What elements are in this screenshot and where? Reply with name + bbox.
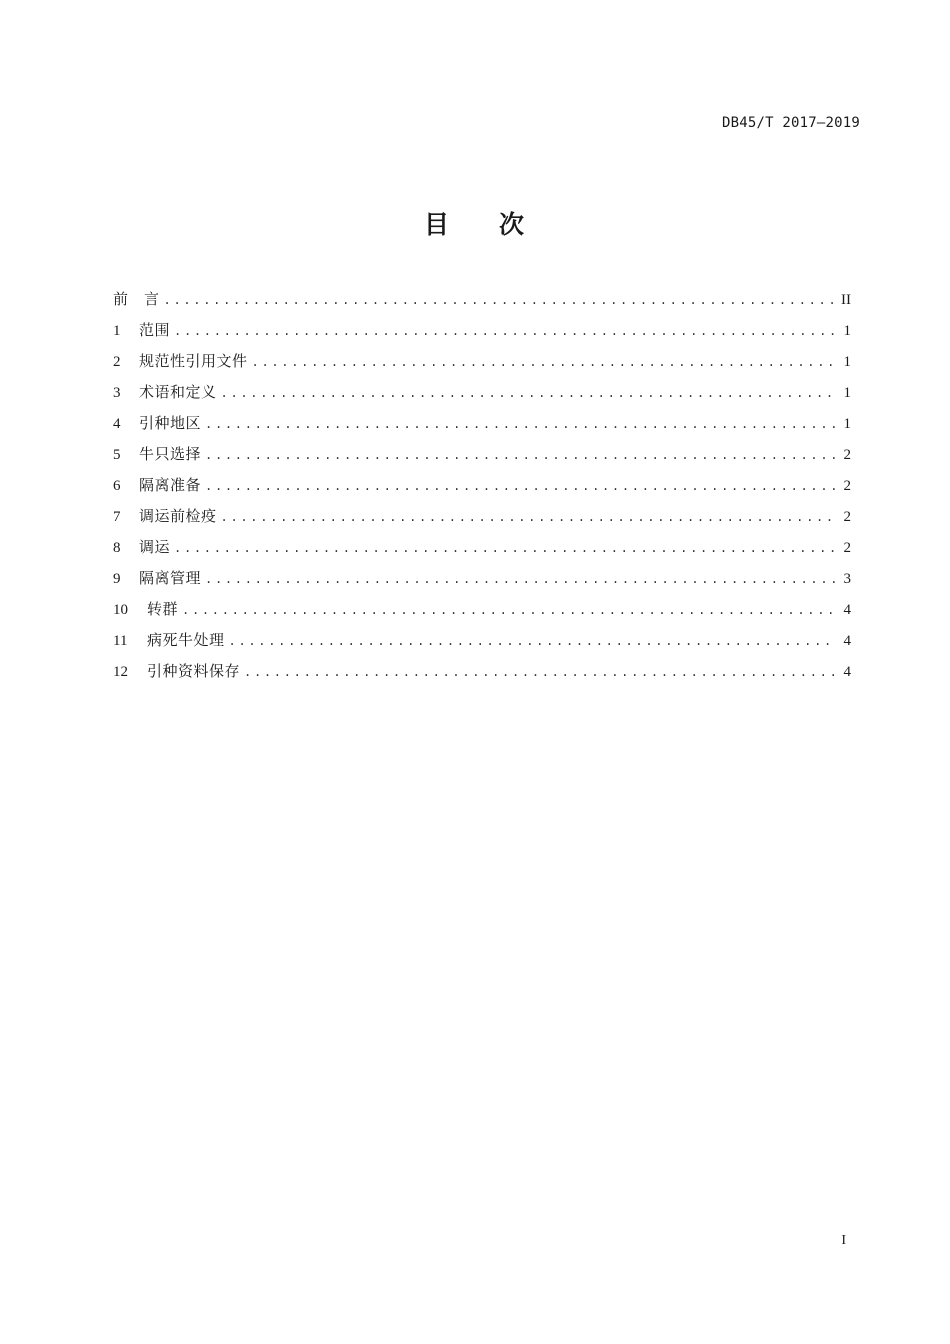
dot-leader [205, 412, 835, 436]
toc-entry-title: 前 言 [113, 290, 160, 308]
toc-entry-page: 4 [843, 633, 851, 649]
toc-entry-9[interactable] [113, 566, 851, 597]
dot-leader [229, 629, 835, 653]
toc-entry-page: 1 [843, 323, 851, 339]
toc-entry-foreword[interactable] [113, 287, 851, 318]
dot-leader [252, 350, 835, 374]
toc-entry-title: 转群 [147, 600, 179, 618]
toc-entry-7[interactable] [113, 504, 851, 535]
toc-entry-number: 8 [113, 540, 121, 556]
title-char-1: 目 [423, 210, 451, 239]
toc-entry-number: 9 [113, 571, 121, 587]
dot-leader [174, 536, 835, 560]
toc-entry-number: 2 [113, 354, 121, 370]
toc-entry-number: 12 [113, 664, 128, 680]
toc-entry-number: 3 [113, 385, 121, 401]
dot-leader [221, 381, 835, 405]
toc-entry-11[interactable] [113, 628, 851, 659]
toc-entry-page: 1 [843, 416, 851, 432]
toc-entry-title: 调运前检疫 [139, 507, 217, 525]
toc-entry-6[interactable] [113, 473, 851, 504]
dot-leader [182, 598, 835, 622]
toc-entry-2[interactable] [113, 349, 851, 380]
page-number: I [841, 1233, 846, 1248]
toc-entry-page: 3 [843, 571, 851, 587]
toc-entry-number: 11 [113, 633, 128, 649]
document-code: DB45/T 2017—2019 [721, 115, 860, 131]
toc-entry-title: 引种地区 [139, 414, 202, 432]
toc-entry-title: 范围 [139, 321, 171, 339]
toc-entry-page: 1 [843, 354, 851, 370]
toc-entry-4[interactable] [113, 411, 851, 442]
toc-entry-12[interactable] [113, 659, 851, 690]
toc-entry-page: 1 [843, 385, 851, 401]
toc-entry-number: 7 [113, 509, 121, 525]
toc-entry-title: 隔离准备 [139, 476, 202, 494]
toc-entry-page: 4 [843, 664, 851, 680]
dot-leader [174, 319, 835, 343]
toc-entry-page: 2 [843, 509, 851, 525]
dot-leader [205, 474, 835, 498]
table-of-contents [113, 287, 851, 690]
toc-entry-page: 4 [843, 602, 851, 618]
toc-entry-title: 病死牛处理 [147, 631, 225, 649]
page-title [0, 205, 950, 241]
dot-leader [221, 505, 835, 529]
dot-leader [205, 443, 835, 467]
toc-entry-page: II [841, 292, 851, 308]
dot-leader [205, 567, 835, 591]
toc-entry-number: 1 [113, 323, 121, 339]
toc-entry-5[interactable] [113, 442, 851, 473]
toc-entry-title: 调运 [139, 538, 171, 556]
toc-entry-number: 5 [113, 447, 121, 463]
toc-entry-page: 2 [843, 447, 851, 463]
toc-entry-8[interactable] [113, 535, 851, 566]
toc-entry-title: 隔离管理 [139, 569, 202, 587]
toc-entry-title: 牛只选择 [139, 445, 202, 463]
toc-entry-3[interactable] [113, 380, 851, 411]
toc-entry-1[interactable] [113, 318, 851, 349]
toc-entry-page: 2 [843, 540, 851, 556]
toc-entry-10[interactable] [113, 597, 851, 628]
dot-leader [244, 660, 835, 684]
toc-entry-title: 术语和定义 [139, 383, 217, 401]
toc-entry-number: 10 [113, 602, 128, 618]
toc-entry-title: 引种资料保存 [147, 662, 241, 680]
toc-entry-number: 4 [113, 416, 121, 432]
toc-entry-page: 2 [843, 478, 851, 494]
dot-leader [164, 288, 835, 312]
toc-entry-title: 规范性引用文件 [139, 352, 248, 370]
title-char-2: 次 [499, 210, 527, 239]
toc-entry-number: 6 [113, 478, 121, 494]
